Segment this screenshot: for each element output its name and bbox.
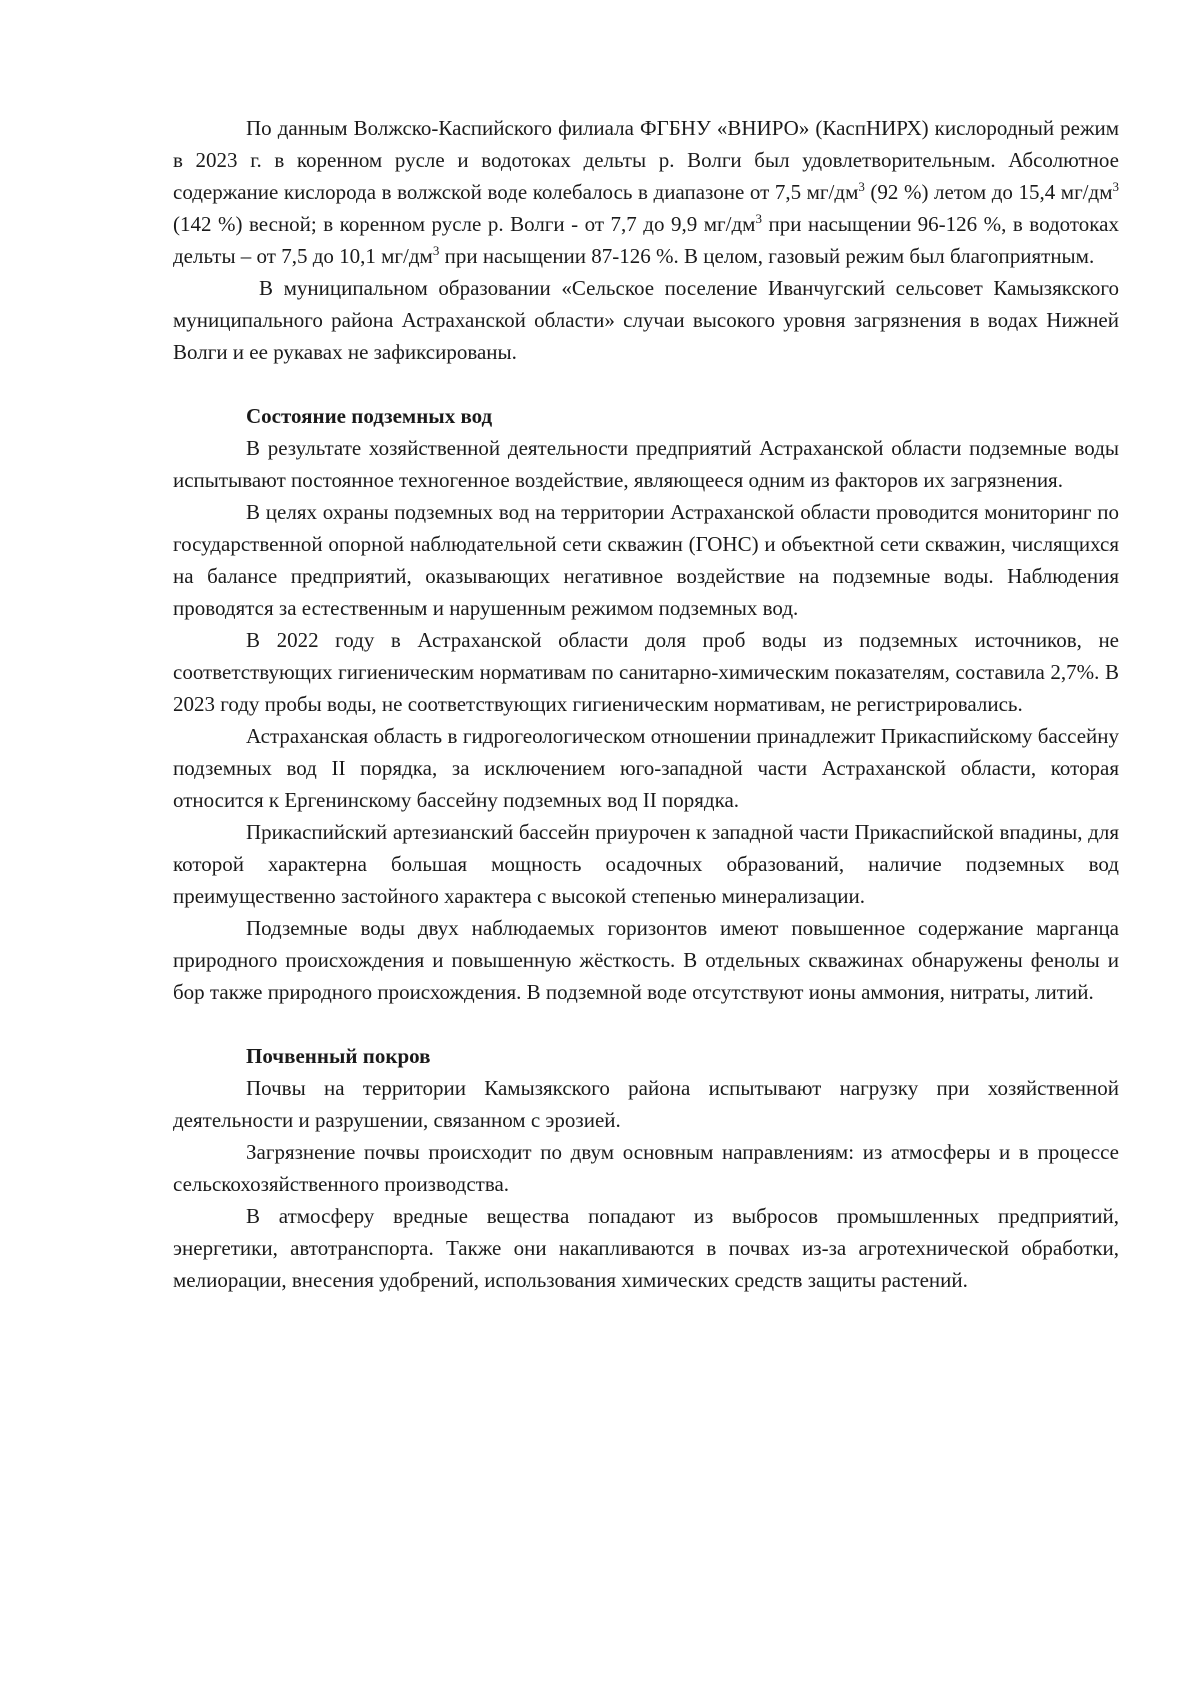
paragraph-soil-pollution: Загрязнение почвы происходит по двум основным направлениям: из атмосферы и в процессе сельскохозяйственного производства. — [173, 1140, 1119, 1196]
section-heading-groundwater: Состояние подземных вод — [246, 404, 493, 428]
paragraph-text: при насыщении 87-126 %. В целом, газовый режим был благоприятным. — [439, 244, 1095, 268]
paragraph-oxygen-regime — [173, 112, 1119, 272]
section-heading-soil: Почвенный покров — [246, 1044, 431, 1068]
paragraph-artesian-basin: Прикаспийский артезианский бассейн приурочен к западной части Прикаспийской впадины, для которой характерна большая мощность осадочных образований, наличие подземных вод преимущественно застойного характера с высокой степенью минерализации. — [173, 820, 1119, 908]
paragraph-groundwater-impact: В результате хозяйственной деятельности предприятий Астраханской области подземные воды испытывают постоянное техногенное воздействие, являющееся одним из факторов их загрязнения. — [173, 436, 1119, 492]
superscript: 3 — [432, 243, 440, 258]
paragraph-harmful-substances: В атмосферу вредные вещества попадают из выбросов промышленных предприятий, энергетики, автотранспорта. Также они накапливаются в почвах из-за агротехнической обработки, мелиорации, внесения удобрений, использования химических средств защиты растений. — [173, 1204, 1119, 1292]
paragraph-hydrogeology: Астраханская область в гидрогеологическом отношении принадлежит Прикаспийскому бассейну подземных вод II порядка, за исключением юго-западной части Астраханской области, которая относится к Ергенинскому бассейну подземных вод II порядка. — [173, 724, 1119, 812]
paragraph-pollution-cases: В муниципальном образовании «Сельское поселение Иванчугский сельсовет Камызякского муниципального района Астраханской области» случаи высокого уровня загрязнения в водах Нижней Волги и ее рукавах не зафиксированы. — [173, 276, 1119, 364]
paragraph-groundwater-monitoring: В целях охраны подземных вод на территории Астраханской области проводится мониторинг по государственной опорной наблюдательной сети скважин (ГОНС) и объектной сети скважин, числящихся на балансе предприятий, оказывающих негативное воздействие на подземные воды. Наблюдения проводятся за естественным и нарушенным режимом подземных вод. — [173, 500, 1119, 620]
paragraph-text: По данным Волжско-Каспийского филиала ФГБНУ «ВНИРО» (КаспНИРХ) кислородный режим в 2023 г. в коренном русле и водотоках дельты р. Волги был удовлетворительным. Абсолютное содержание кислорода в волжской воде колебалось в диапазоне от 7,5 мг/дм — [173, 116, 1119, 204]
document-body — [173, 112, 1119, 1296]
paragraph-soil-load: Почвы на территории Камызякского района испытывают нагрузку при хозяйственной деятельности и разрушении, связанном с эрозией. — [173, 1076, 1119, 1132]
paragraph-text: при насыщении 96-126 %, в водотоках дельты – от 7,5 до 10,1 мг/дм — [173, 212, 1119, 268]
superscript: 3 — [1112, 179, 1119, 194]
superscript: 3 — [858, 179, 865, 194]
paragraph-text: (142 %) весной; в коренном русле р. Волги - от 7,7 до 9,9 мг/дм — [173, 212, 756, 236]
paragraph-text: (92 %) летом до 15,4 мг/дм — [864, 180, 1113, 204]
paragraph-water-samples: В 2022 году в Астраханской области доля проб воды из подземных источников, не соответствующих гигиеническим нормативам по санитарно-химическим показателям, составила 2,7%. В 2023 году пробы воды, не соответствующих гигиеническим нормативам, не регистрировались. — [173, 628, 1119, 716]
paragraph-groundwater-composition: Подземные воды двух наблюдаемых горизонтов имеют повышенное содержание марганца природного происхождения и повышенную жёсткость. В отдельных скважинах обнаружены фенолы и бор также природного происхождения. В подземной воде отсутствуют ионы аммония, нитраты, литий. — [173, 916, 1119, 1004]
superscript: 3 — [755, 211, 762, 226]
